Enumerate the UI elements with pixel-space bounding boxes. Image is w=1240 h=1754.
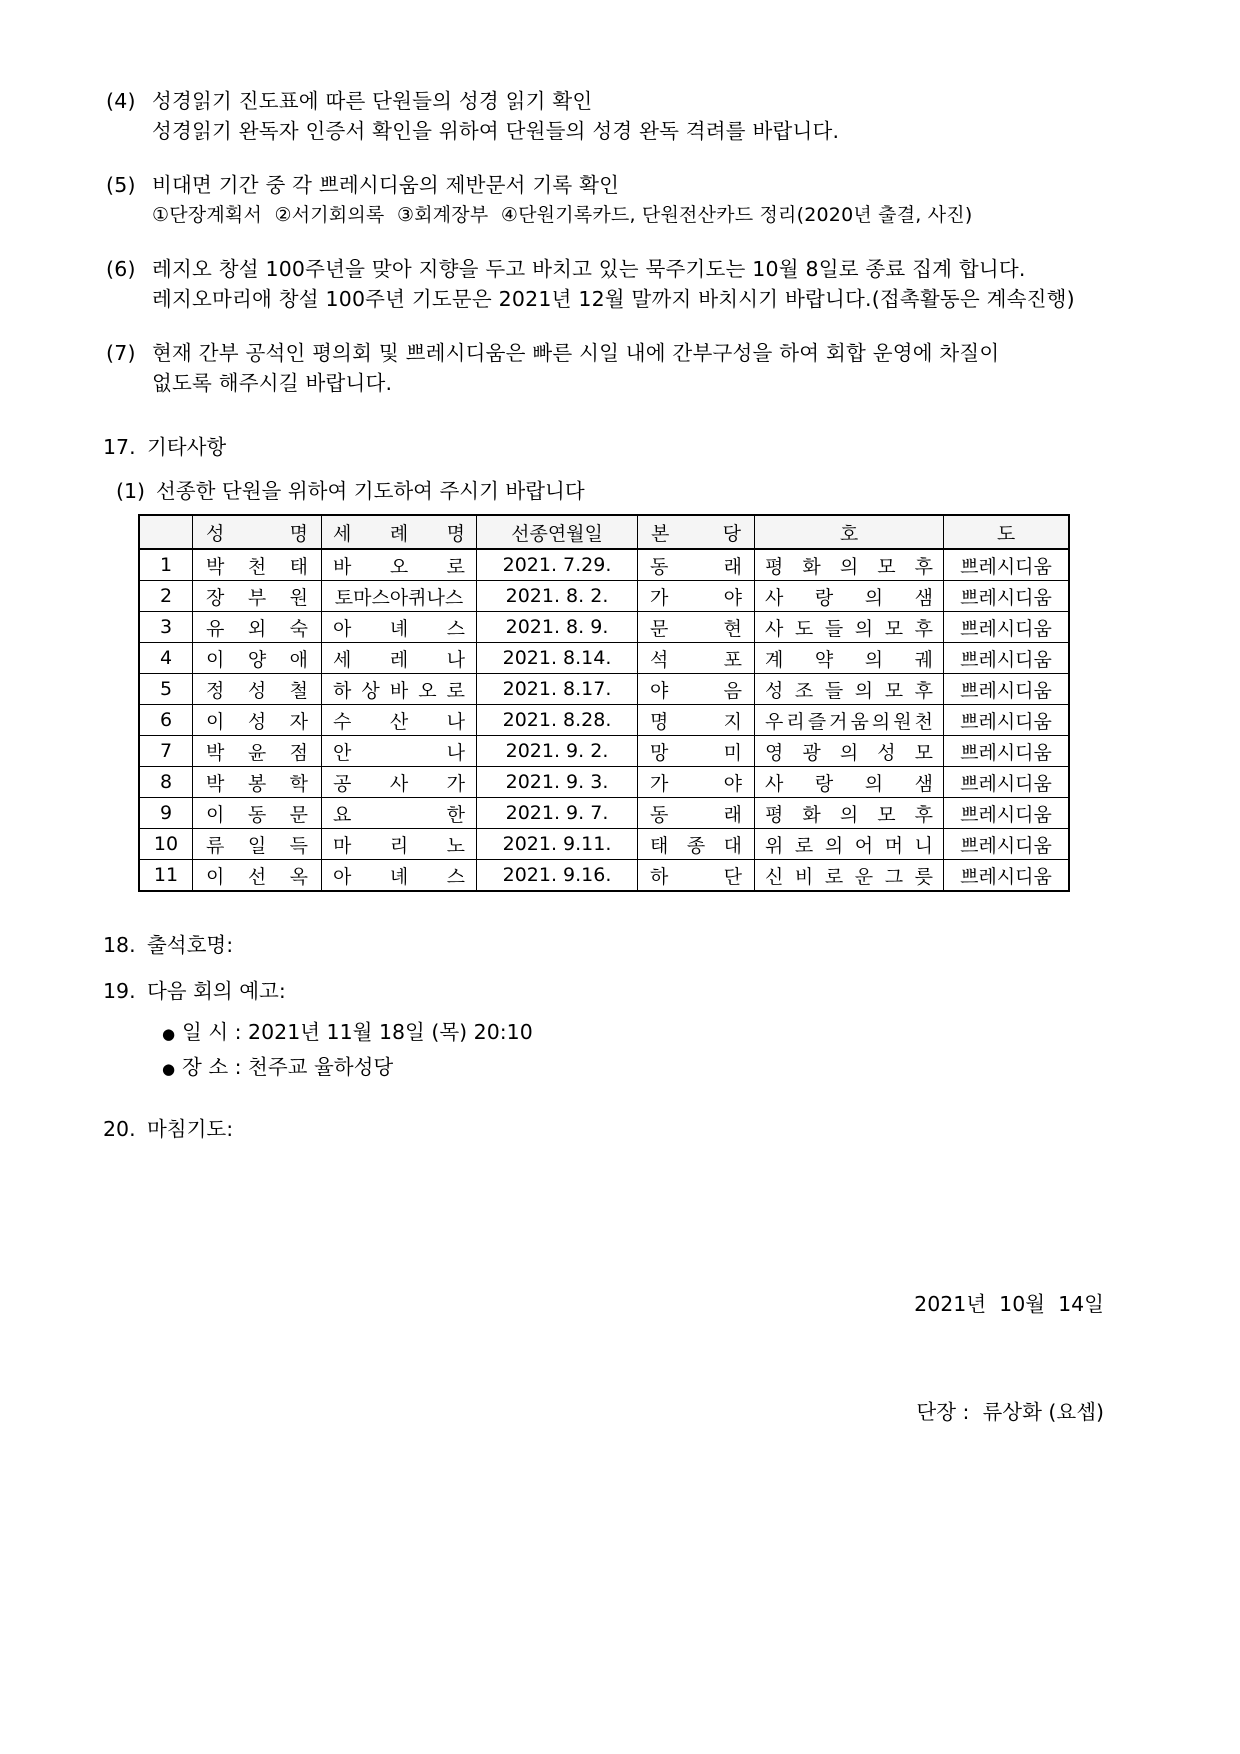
deceased-members-table bbox=[138, 514, 1070, 892]
cell-ho: 평 화 의 모 후 bbox=[755, 798, 944, 829]
paragraph-text: ①단장계획서 ②서기회의록 ③회계장부 ④단원기록카드, 단원전산카드 정리(2020년 출결, 사진) bbox=[152, 204, 973, 226]
bullet-dot-icon: ● bbox=[162, 1025, 176, 1043]
paragraph-text: 없도록 해주시길 바랍니다. bbox=[152, 371, 393, 395]
section-title: 기타사항 bbox=[147, 435, 227, 459]
cell-index: 9 bbox=[139, 798, 193, 829]
column-header-no bbox=[139, 515, 193, 549]
cell-death-date: 2021. 8. 9. bbox=[477, 612, 638, 643]
cell-index: 11 bbox=[139, 860, 193, 892]
cell-ho: 우 리 즐 거 움 의 원 천 bbox=[755, 705, 944, 736]
tail-sections bbox=[103, 930, 1116, 1502]
column-header-death-date: 선종연월일 bbox=[477, 515, 638, 549]
paragraph-line bbox=[106, 338, 1116, 368]
cell-parish: 망 미 bbox=[638, 736, 755, 767]
document-body bbox=[103, 86, 1116, 1502]
signature-signer: 단장 : 류상화 (요셉) bbox=[916, 1400, 1104, 1424]
cell-index: 6 bbox=[139, 705, 193, 736]
cell-index: 4 bbox=[139, 643, 193, 674]
cell-parish: 명 지 bbox=[638, 705, 755, 736]
cell-do: 쁘레시디움 bbox=[944, 549, 1070, 581]
paragraph-text: 성경읽기 진도표에 따른 단원들의 성경 읽기 확인 bbox=[152, 89, 593, 113]
bullet-item bbox=[162, 1051, 1116, 1086]
cell-name: 장 부 원 bbox=[193, 581, 322, 612]
section-number: 20. bbox=[103, 1117, 136, 1141]
bullet-dot-icon: ● bbox=[162, 1060, 176, 1078]
table-row bbox=[139, 705, 1069, 736]
paragraph-marker: (4) bbox=[106, 89, 136, 113]
table-row bbox=[139, 643, 1069, 674]
cell-parish: 가 야 bbox=[638, 767, 755, 798]
cell-death-date: 2021. 8.17. bbox=[477, 674, 638, 705]
cell-baptismal-name: 수 산 나 bbox=[322, 705, 477, 736]
cell-baptismal-name: 토마스아퀴나스 bbox=[322, 581, 477, 612]
cell-name: 박 천 태 bbox=[193, 549, 322, 581]
column-header-ho: 호 bbox=[755, 515, 944, 549]
cell-do: 쁘레시디움 bbox=[944, 798, 1070, 829]
column-header-parish: 본 당 bbox=[638, 515, 755, 549]
deceased-table-wrap bbox=[138, 514, 1116, 892]
paragraph-text: 레지오 창설 100주년을 맞아 지향을 두고 바치고 있는 묵주기도는 10월 8일로 종료 집계 합니다. bbox=[152, 257, 1026, 281]
cell-baptismal-name: 안 나 bbox=[322, 736, 477, 767]
paragraph-block-5 bbox=[106, 170, 1116, 230]
cell-index: 8 bbox=[139, 767, 193, 798]
section-number: 19. bbox=[103, 979, 136, 1003]
cell-parish: 동 래 bbox=[638, 798, 755, 829]
paragraph-text: 현재 간부 공석인 평의회 및 쁘레시디움은 빠른 시일 내에 간부구성을 하여 회합 운영에 차질이 bbox=[152, 341, 1000, 365]
section-heading-18 bbox=[103, 930, 1116, 960]
cell-index: 7 bbox=[139, 736, 193, 767]
cell-baptismal-name: 공 사 가 bbox=[322, 767, 477, 798]
cell-parish: 하 단 bbox=[638, 860, 755, 892]
cell-ho: 사 랑 의 샘 bbox=[755, 581, 944, 612]
paragraph-block-7 bbox=[106, 338, 1116, 398]
cell-index: 5 bbox=[139, 674, 193, 705]
section17-subitem bbox=[116, 476, 1116, 506]
cell-death-date: 2021. 9. 7. bbox=[477, 798, 638, 829]
table-header bbox=[139, 515, 1069, 549]
section-number: 17. bbox=[103, 435, 136, 459]
section-title: 다음 회의 예고: bbox=[147, 979, 286, 1003]
paragraph-line bbox=[106, 284, 1116, 314]
column-header-baptismal-name: 세 례 명 bbox=[322, 515, 477, 549]
cell-index: 10 bbox=[139, 829, 193, 860]
table-row bbox=[139, 736, 1069, 767]
cell-do: 쁘레시디움 bbox=[944, 581, 1070, 612]
paragraph-text: 성경읽기 완독자 인증서 확인을 위하여 단원들의 성경 완독 격려를 바랍니다. bbox=[152, 119, 840, 143]
cell-do: 쁘레시디움 bbox=[944, 705, 1070, 736]
paragraph-block-4 bbox=[106, 86, 1116, 146]
bullet-item bbox=[162, 1016, 1116, 1051]
cell-do: 쁘레시디움 bbox=[944, 829, 1070, 860]
cell-ho: 평 화 의 모 후 bbox=[755, 549, 944, 581]
cell-index: 1 bbox=[139, 549, 193, 581]
cell-death-date: 2021. 8. 2. bbox=[477, 581, 638, 612]
cell-do: 쁘레시디움 bbox=[944, 643, 1070, 674]
cell-death-date: 2021. 9.16. bbox=[477, 860, 638, 892]
section-title: 마침기도: bbox=[147, 1117, 234, 1141]
cell-name: 정 성 철 bbox=[193, 674, 322, 705]
cell-name: 이 선 옥 bbox=[193, 860, 322, 892]
cell-ho: 위 로 의 어 머 니 bbox=[755, 829, 944, 860]
table-row bbox=[139, 860, 1069, 892]
section19-bullet-list bbox=[162, 1016, 1116, 1086]
signature-block bbox=[106, 1214, 1116, 1502]
cell-parish: 동 래 bbox=[638, 549, 755, 581]
table-row bbox=[139, 767, 1069, 798]
cell-baptismal-name: 바 오 로 bbox=[322, 549, 477, 581]
cell-baptismal-name: 아 녜 스 bbox=[322, 860, 477, 892]
section-heading-17 bbox=[103, 432, 1116, 462]
cell-death-date: 2021. 9. 2. bbox=[477, 736, 638, 767]
table-row bbox=[139, 581, 1069, 612]
table-body bbox=[139, 549, 1069, 891]
cell-death-date: 2021. 7.29. bbox=[477, 549, 638, 581]
cell-death-date: 2021. 8.14. bbox=[477, 643, 638, 674]
paragraph-line bbox=[106, 116, 1116, 146]
section-heading-19 bbox=[103, 976, 1116, 1006]
cell-index: 3 bbox=[139, 612, 193, 643]
cell-ho: 신 비 로 운 그 릇 bbox=[755, 860, 944, 892]
column-header-do: 도 bbox=[944, 515, 1070, 549]
cell-parish: 야 음 bbox=[638, 674, 755, 705]
cell-death-date: 2021. 8.28. bbox=[477, 705, 638, 736]
paragraph-line bbox=[106, 254, 1116, 284]
cell-baptismal-name: 요 한 bbox=[322, 798, 477, 829]
cell-baptismal-name: 아 녜 스 bbox=[322, 612, 477, 643]
paragraph-marker: (6) bbox=[106, 257, 136, 281]
cell-baptismal-name: 마 리 노 bbox=[322, 829, 477, 860]
cell-baptismal-name: 하 상 바 오 로 bbox=[322, 674, 477, 705]
cell-name: 류 일 득 bbox=[193, 829, 322, 860]
cell-do: 쁘레시디움 bbox=[944, 674, 1070, 705]
section-heading-20 bbox=[103, 1114, 1116, 1144]
cell-do: 쁘레시디움 bbox=[944, 612, 1070, 643]
paragraph-text: 비대면 기간 중 각 쁘레시디움의 제반문서 기록 확인 bbox=[152, 173, 620, 197]
cell-baptismal-name: 세 레 나 bbox=[322, 643, 477, 674]
paragraph-block-6 bbox=[106, 254, 1116, 314]
cell-ho: 영 광 의 성 모 bbox=[755, 736, 944, 767]
cell-name: 이 성 자 bbox=[193, 705, 322, 736]
cell-name: 유 외 숙 bbox=[193, 612, 322, 643]
paragraph-line bbox=[106, 368, 1116, 398]
paragraph-marker: (7) bbox=[106, 341, 136, 365]
cell-death-date: 2021. 9. 3. bbox=[477, 767, 638, 798]
cell-parish: 가 야 bbox=[638, 581, 755, 612]
paragraph-line bbox=[106, 170, 1116, 200]
cell-ho: 사 도 들 의 모 후 bbox=[755, 612, 944, 643]
bullet-text: 장 소 : 천주교 율하성당 bbox=[182, 1055, 394, 1079]
cell-ho: 계 약 의 궤 bbox=[755, 643, 944, 674]
paragraph-text: 레지오마리애 창설 100주년 기도문은 2021년 12월 말까지 바치시기 바랍니다.(접촉활동은 계속진행) bbox=[152, 287, 1075, 311]
paragraph-line bbox=[106, 200, 1116, 230]
cell-name: 박 윤 점 bbox=[193, 736, 322, 767]
bullet-text: 일 시 : 2021년 11월 18일 (목) 20:10 bbox=[182, 1020, 533, 1044]
cell-name: 이 동 문 bbox=[193, 798, 322, 829]
table-row bbox=[139, 612, 1069, 643]
column-header-name: 성 명 bbox=[193, 515, 322, 549]
cell-ho: 사 랑 의 샘 bbox=[755, 767, 944, 798]
cell-ho: 성 조 들 의 모 후 bbox=[755, 674, 944, 705]
cell-parish: 석 포 bbox=[638, 643, 755, 674]
subitem-text: 선종한 단원을 위하여 기도하여 주시기 바랍니다 bbox=[156, 479, 585, 503]
paragraph-line bbox=[106, 86, 1116, 116]
cell-parish: 문 현 bbox=[638, 612, 755, 643]
section-title: 출석호명: bbox=[147, 933, 234, 957]
cell-name: 이 양 애 bbox=[193, 643, 322, 674]
table-row bbox=[139, 674, 1069, 705]
cell-do: 쁘레시디움 bbox=[944, 736, 1070, 767]
paragraph-marker: (5) bbox=[106, 173, 136, 197]
cell-do: 쁘레시디움 bbox=[944, 860, 1070, 892]
table-row bbox=[139, 798, 1069, 829]
signature-date: 2021년 10월 14일 bbox=[914, 1292, 1104, 1316]
cell-name: 박 봉 학 bbox=[193, 767, 322, 798]
table-row bbox=[139, 549, 1069, 581]
cell-parish: 태 종 대 bbox=[638, 829, 755, 860]
cell-do: 쁘레시디움 bbox=[944, 767, 1070, 798]
cell-death-date: 2021. 9.11. bbox=[477, 829, 638, 860]
cell-index: 2 bbox=[139, 581, 193, 612]
table-row bbox=[139, 829, 1069, 860]
table-header-row bbox=[139, 515, 1069, 549]
section-number: 18. bbox=[103, 933, 136, 957]
subitem-marker: (1) bbox=[116, 479, 146, 503]
